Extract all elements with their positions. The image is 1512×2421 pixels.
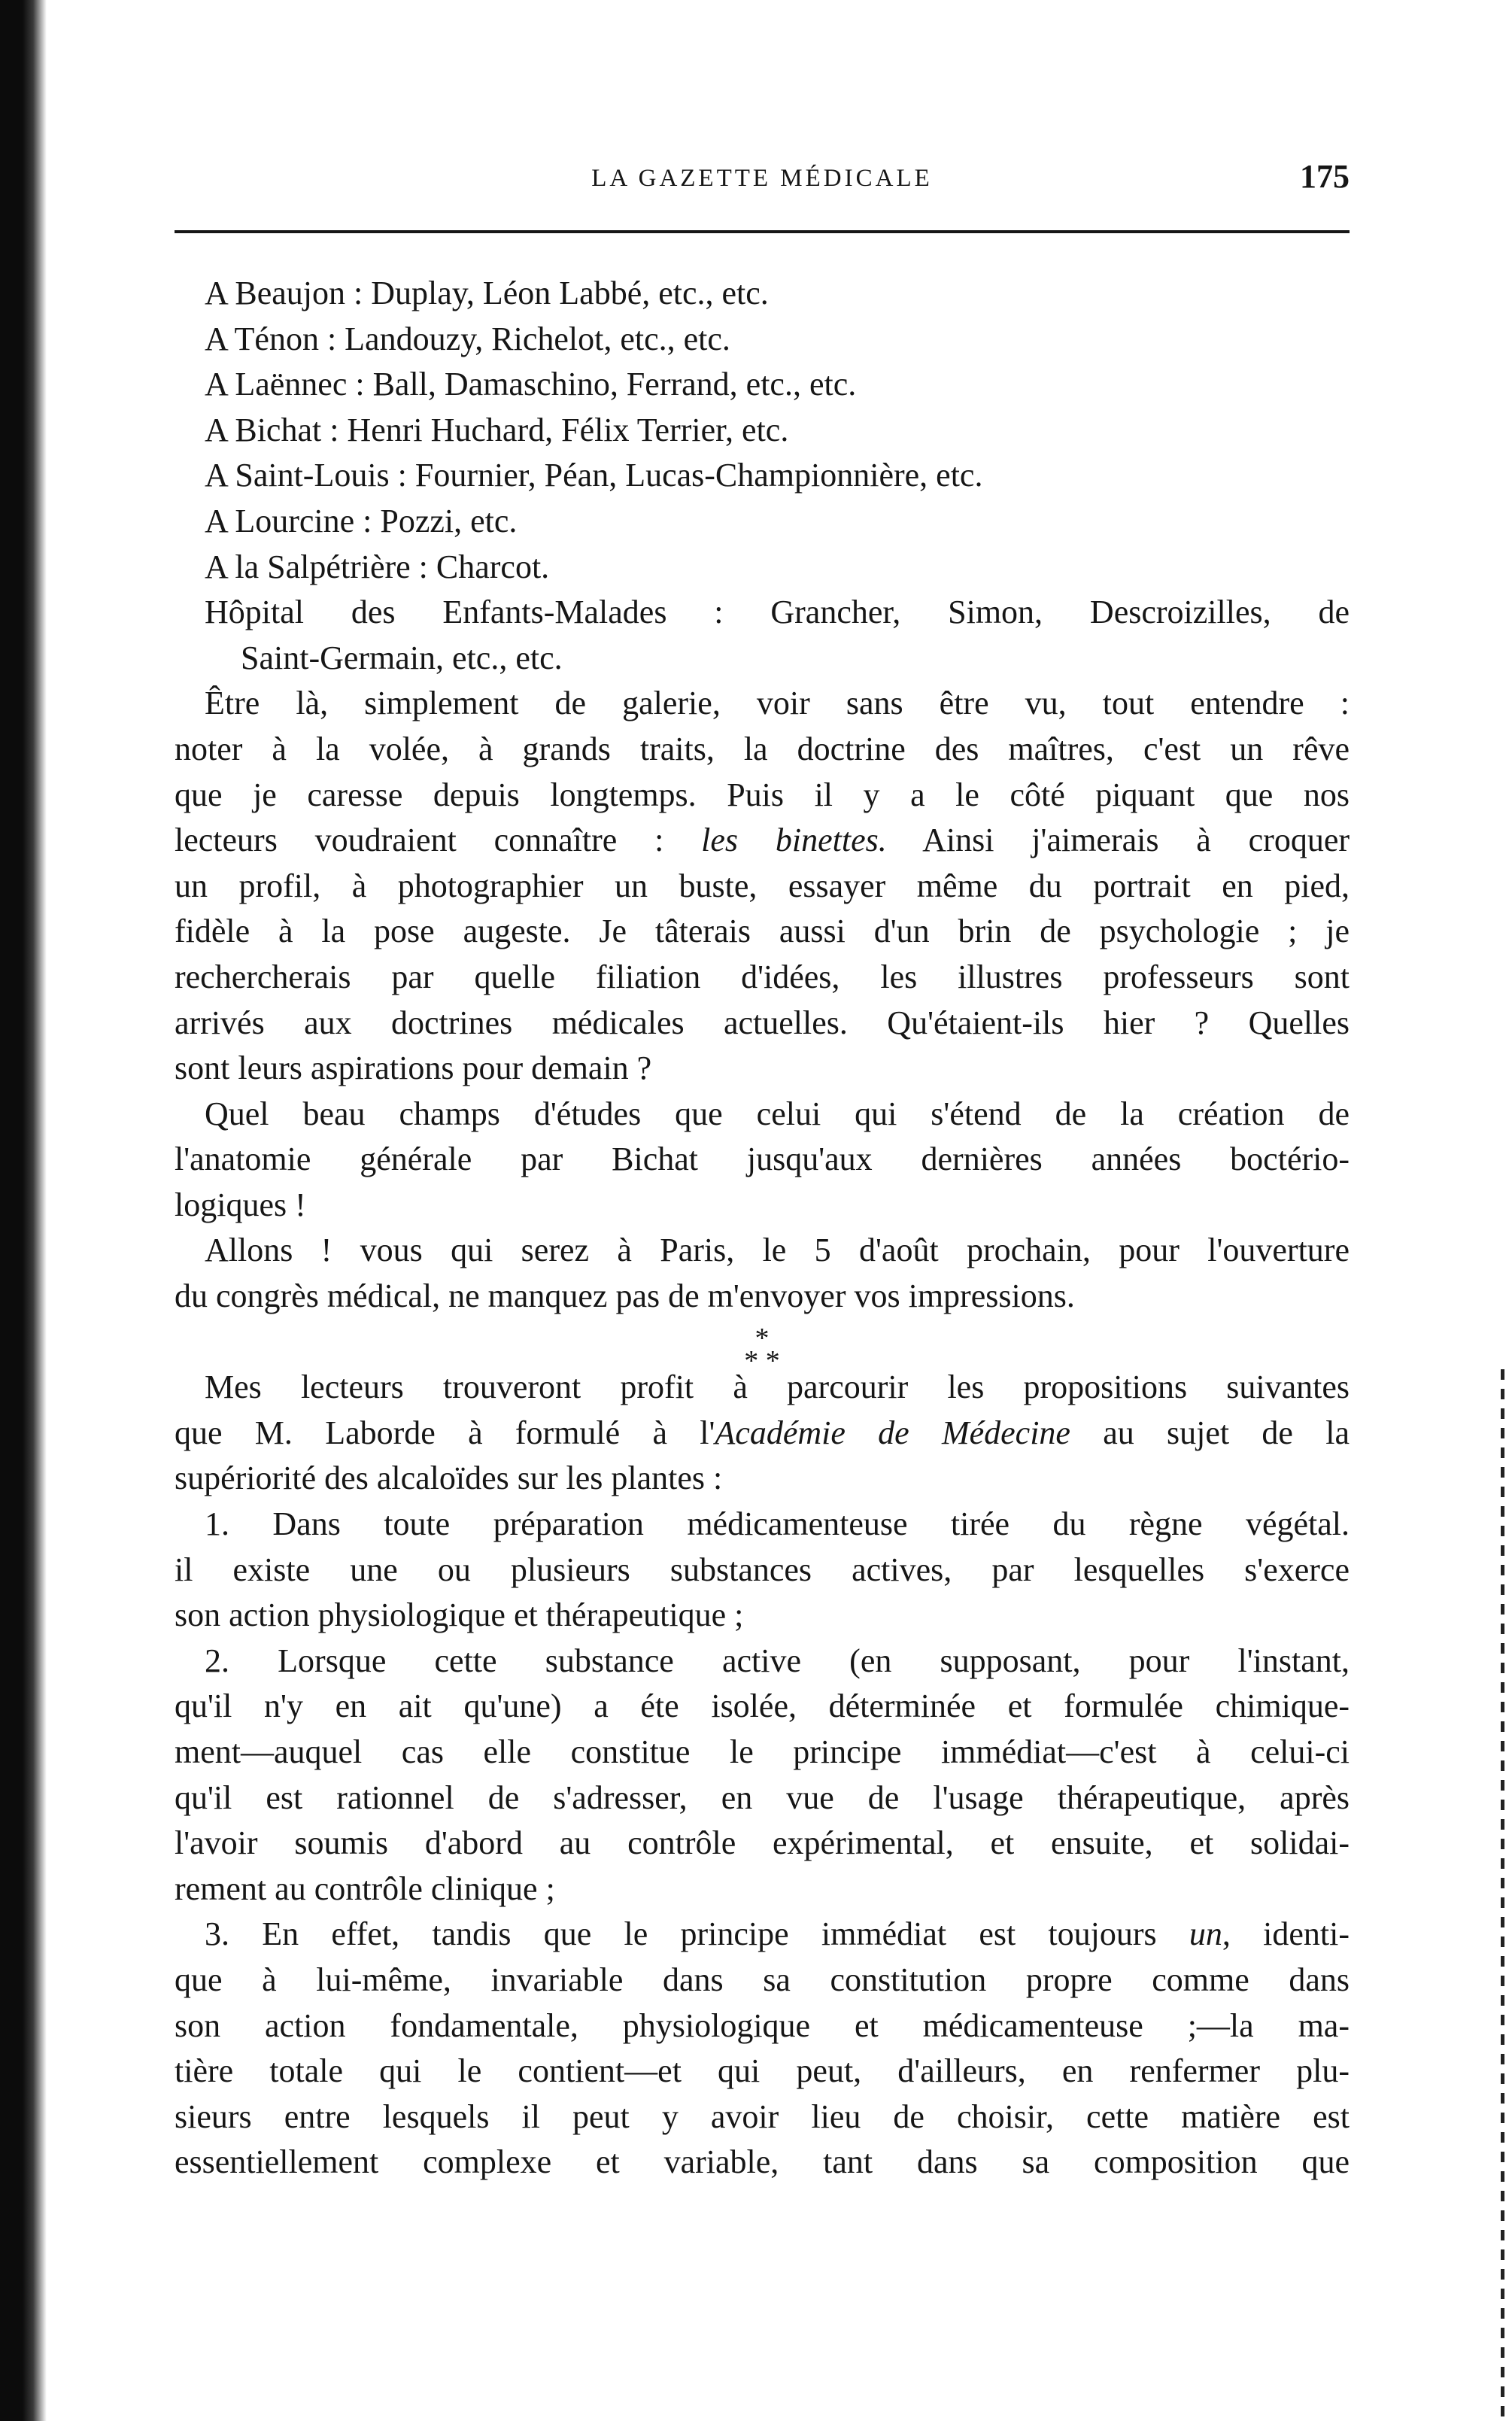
text-segment: 3. En effet, tandis que le principe immédiat est toujours xyxy=(205,1915,1157,1953)
text-line: un profil, à photographier un buste, essayer même du portrait en pied, xyxy=(175,867,1350,904)
text-line: A Laënnec : Ball, Damaschino, Ferrand, etc., etc. xyxy=(205,366,857,403)
text-line: ment—auquel cas elle constitue le principe immédiat—c'est à celui-ci xyxy=(175,1733,1350,1770)
text-line: l'anatomie générale par Bichat jusqu'aux dernières années boctério- xyxy=(175,1141,1350,1178)
header-rule xyxy=(175,230,1350,233)
text-line xyxy=(175,818,1350,864)
text-line: A Bichat : Henri Huchard, Félix Terrier, etc. xyxy=(205,411,789,448)
text-line: du congrès médical, ne manquez pas de m'envoyer vos impressions. xyxy=(175,1277,1075,1315)
text-line: noter à la volée, à grands traits, la doctrine des maîtres, c'est un rêve xyxy=(175,730,1350,767)
text-line: arrivés aux doctrines médicales actuelles. Qu'étaient-ils hier ? Quelles xyxy=(175,1004,1350,1041)
text-line: son action fondamentale, physiologique et médicamenteuse ;—la ma- xyxy=(175,2006,1350,2044)
text-line: que je caresse depuis longtemps. Puis il y a le côté piquant que nos xyxy=(175,776,1350,813)
text-segment: que M. Laborde à formulé à l' xyxy=(175,1414,715,1451)
section-separator-asterism xyxy=(175,1320,1350,1377)
page-number: 175 xyxy=(1300,158,1350,195)
asterism-bottom: * * xyxy=(744,1344,780,1377)
text-line: sont leurs aspirations pour demain ? xyxy=(175,1050,652,1087)
asterism-top: * xyxy=(754,1322,770,1354)
text-line: A Lourcine : Pozzi, etc. xyxy=(205,502,518,539)
text-line: fidèle à la pose augeste. Je tâterais aussi d'un brin de psychologie ; je xyxy=(175,913,1350,950)
page-header xyxy=(175,159,1350,205)
text-segment: , identi- xyxy=(1222,1915,1350,1953)
text-line: qu'il n'y en ait qu'une) a éte isolée, déterminée et formulée chimique- xyxy=(175,1687,1350,1725)
italic-phrase: Académie de Médecine xyxy=(715,1414,1070,1451)
text-segment: Ainsi j'aimerais à croquer xyxy=(922,822,1350,859)
text-line: Mes lecteurs trouveront profit à parcourir les propositions suivantes xyxy=(205,1368,1350,1406)
text-segment: au sujet de la xyxy=(1103,1414,1350,1451)
text-line: il existe une ou plusieurs substances actives, par lesquelles s'exerce xyxy=(175,1551,1350,1588)
text-line: 1. Dans toute préparation médicamenteuse tirée du règne végétal. xyxy=(205,1505,1350,1543)
text-line: que à lui-même, invariable dans sa constitution propre comme dans xyxy=(175,1961,1350,1998)
text-line: A Beaujon : Duplay, Léon Labbé, etc., etc. xyxy=(205,275,769,311)
italic-word: un xyxy=(1189,1915,1222,1953)
text-line: 2. Lorsque cette substance active (en supposant, pour l'instant, xyxy=(205,1642,1350,1679)
text-line: qu'il est rationnel de s'adresser, en vue de l'usage thérapeutique, après xyxy=(175,1779,1350,1816)
text-line: l'avoir soumis d'abord au contrôle expérimental, et ensuite, et solidai- xyxy=(175,1824,1350,1862)
body-text xyxy=(175,271,1350,2186)
text-line: A Ténon : Landouzy, Richelot, etc., etc. xyxy=(205,320,730,357)
text-line: A la Salpétrière : Charcot. xyxy=(205,548,550,585)
running-title: LA GAZETTE MÉDICALE xyxy=(591,165,933,192)
text-line xyxy=(175,1411,1350,1457)
text-line: Allons ! vous qui serez à Paris, le 5 d'août prochain, pour l'ouverture xyxy=(205,1232,1350,1269)
text-line: supériorité des alcaloïdes sur les plantes : xyxy=(175,1460,723,1497)
text-line: Quel beau champs d'études que celui qui s'étend de la création de xyxy=(205,1095,1350,1132)
text-line: Hôpital des Enfants-Malades : Grancher, Simon, Descroizilles, de xyxy=(205,594,1350,631)
text-line: rement au contrôle clinique ; xyxy=(175,1870,555,1907)
text-line: Être là, simplement de galerie, voir sans être vu, tout entendre : xyxy=(205,685,1350,722)
text-line xyxy=(175,1912,1350,1958)
text-line: tière totale qui le contient—et qui peut, d'ailleurs, en renfermer plu- xyxy=(175,2052,1350,2090)
book-spine-shadow xyxy=(0,0,47,2421)
text-line: A Saint-Louis : Fournier, Péan, Lucas-Championnière, etc. xyxy=(205,457,983,494)
text-line: sieurs entre lesquels il peut y avoir lieu de choisir, cette matière est xyxy=(175,2097,1350,2135)
text-line: Saint-Germain, etc., etc. xyxy=(241,639,563,676)
text-segment: lecteurs voudraient connaître : xyxy=(175,822,664,859)
text-line: son action physiologique et thérapeutique ; xyxy=(175,1596,744,1634)
text-line: essentiellement complexe et variable, tant dans sa composition que xyxy=(175,2143,1350,2181)
italic-phrase: les binettes. xyxy=(701,822,887,859)
page-edge-marks xyxy=(1501,1369,1504,2421)
text-line: rechercherais par quelle filiation d'idées, les illustres professeurs sont xyxy=(175,958,1350,995)
text-line: logiques ! xyxy=(175,1186,306,1223)
